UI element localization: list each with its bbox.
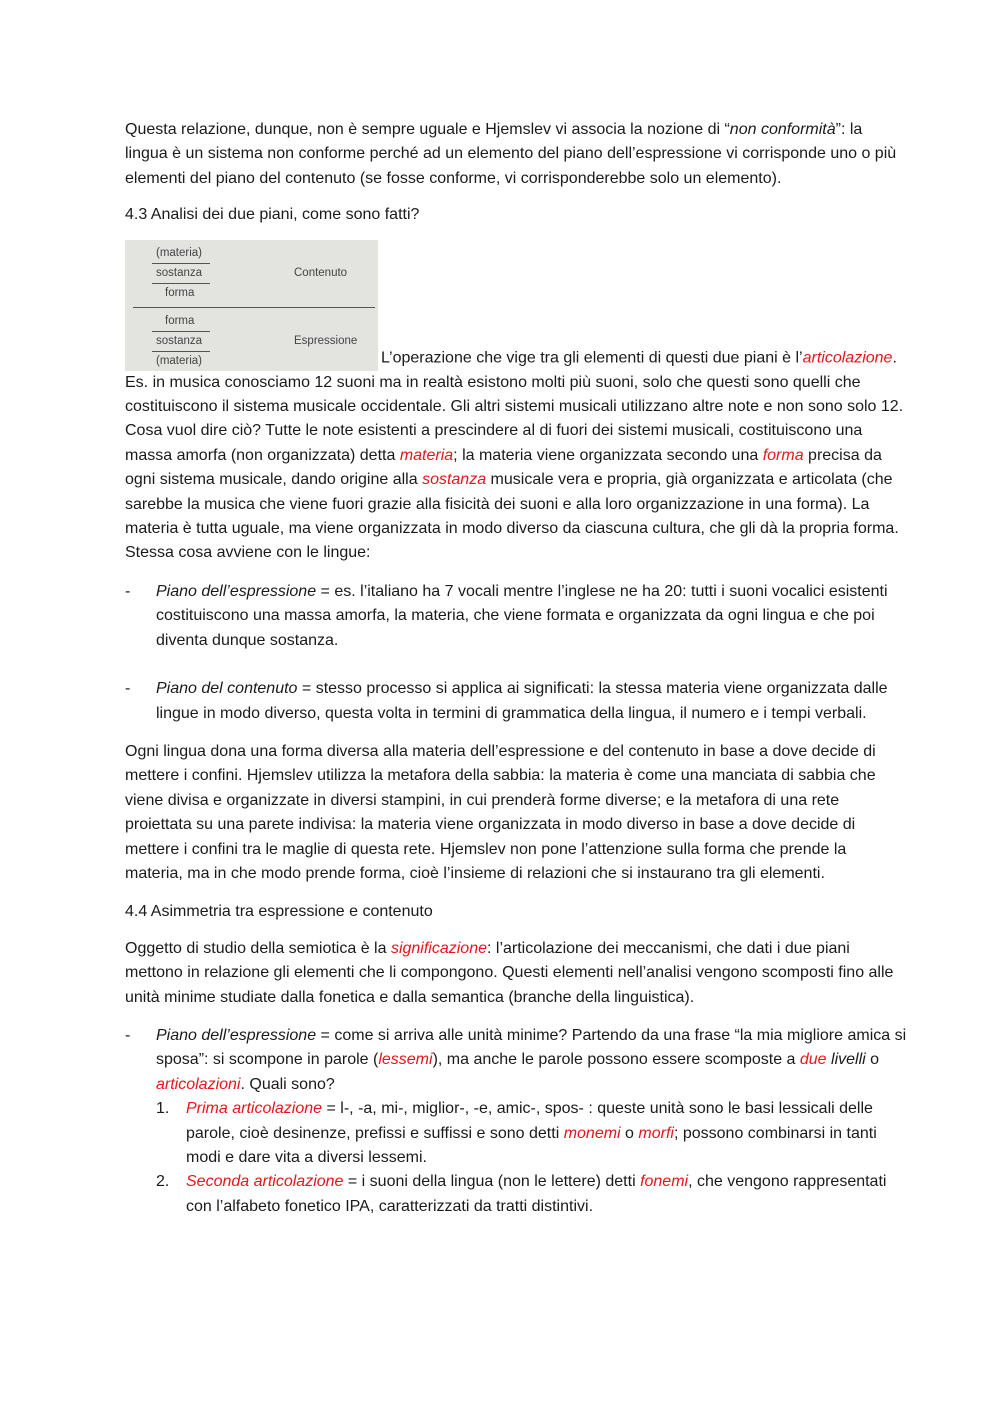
bullet-dash: - bbox=[125, 680, 131, 698]
numbered-item-prima-articolazione bbox=[156, 1097, 907, 1170]
diagram-label: sostanza bbox=[156, 266, 203, 279]
text-run: . Quali sono? bbox=[240, 1075, 335, 1093]
paragraph-non-conformita bbox=[125, 118, 907, 191]
document-body bbox=[125, 118, 907, 1219]
bullet-piano-contenuto bbox=[125, 677, 907, 726]
diagram-label: (materia) bbox=[156, 246, 203, 259]
text-run: o bbox=[865, 1051, 880, 1069]
highlight-term: fonemi bbox=[640, 1173, 689, 1191]
diagram-label-contenuto: Contenuto bbox=[294, 266, 348, 279]
highlight-term: due bbox=[799, 1051, 827, 1069]
section-heading-4-4: 4.4 Asimmetria tra espressione e contenuto bbox=[125, 903, 433, 921]
diagram-divider bbox=[133, 307, 375, 308]
highlight-term: articolazioni bbox=[156, 1075, 241, 1093]
bullet-piano-espressione-unita bbox=[125, 1024, 907, 1219]
paragraph-significazione bbox=[125, 937, 907, 1010]
italic-term: Piano del contenuto bbox=[156, 680, 298, 698]
highlight-term: articolazione bbox=[802, 349, 893, 367]
item-number: 2. bbox=[156, 1173, 170, 1191]
diagram-label: (materia) bbox=[156, 354, 203, 367]
text-run: : l’articolazione dei meccanismi, che dati i due piani mettono in relazione gli elementi che li compongono. Questi elementi nell’analisi vengono scomposti fino alle unità minime studiate dalla fonetica e dalla semantica (branche della linguistica). bbox=[125, 939, 894, 1006]
item-number: 1. bbox=[156, 1100, 170, 1118]
text-run: = come si arriva alle unità minime? Partendo da una frase “la mia migliore amica si sposa”: si scompone in parole ( bbox=[156, 1026, 907, 1069]
text-run: musicale vera e propria, già organizzata e articolata (che sarebbe la musica che viene fuori grazie alla fisicità dei suoni e alla loro organizzazione in una forma). La materia è tutta uguale, ma viene organizzata in modo diverso da ciascuna cultura, che gli dà la propria forma. Stessa cosa avviene con le lingue: bbox=[125, 471, 899, 562]
text-run: = i suoni della lingua (non le lettere) detti bbox=[343, 1173, 641, 1191]
diagram-line bbox=[152, 331, 210, 332]
bullet-dash: - bbox=[125, 582, 131, 600]
diagram-line bbox=[152, 283, 210, 284]
highlight-term: forma bbox=[762, 446, 804, 464]
text-run: Questa relazione, dunque, non è sempre uguale e Hjemslev vi associa la nozione di “ bbox=[125, 121, 730, 138]
text-run: = stesso processo si applica ai significati: la stessa materia viene organizzata dalle lingue in modo diverso, questa volta in termini di grammatica della lingua, il numero e i tempi verbali. bbox=[156, 680, 888, 722]
text-run: = l-, -a, mi-, miglior-, -e, amic-, spos- : queste unità sono le basi lessicali delle parole, cioè desinenze, prefissi e suffissi e sono detti bbox=[186, 1100, 873, 1142]
text-run: ; possono combinarsi in tanti modi e dare vita a diversi lessemi. bbox=[186, 1124, 877, 1166]
diagram-line bbox=[152, 351, 210, 352]
text-run: L’operazione che vige tra gli elementi di questi due piani è l’ bbox=[381, 349, 803, 367]
diagram-line bbox=[152, 263, 210, 264]
italic-term: Piano dell’espressione bbox=[156, 1026, 317, 1044]
text-run: = es. l’italiano ha 7 vocali mentre l’inglese ne ha 20: tutti i suoni vocalici esistenti costituiscono una massa amorfa, la materia, che viene formata e organizzata da ogni lingua e che poi diventa dunque sostanza. bbox=[156, 582, 888, 649]
text-run: . Es. in musica conosciamo 12 suoni ma in realtà esistono molti più suoni, solo che questi sono quelli che costituiscono il sistema musicale occidentale. Gli altri sistemi musicali utilizzano altre note e non sono solo 12. Cosa vuol dire ciò? Tutte le note esistenti a prescindere al di fuori dei sistemi musicali, costituiscono una massa amorfa (non organizzata) detta bbox=[125, 349, 904, 464]
highlight-term: Seconda articolazione bbox=[186, 1173, 344, 1191]
highlight-term: morfi bbox=[638, 1124, 674, 1142]
text-run: , che vengono rappresentati con l’alfabeto fonetico IPA, caratterizzati da tratti distintivi. bbox=[186, 1173, 887, 1215]
italic-term: Piano dell’espressione bbox=[156, 582, 317, 600]
paragraph-metafora: Ogni lingua dona una forma diversa alla materia dell’espressione e del contenuto in base a dove decide di mettere i confini. Hjemslev utilizza la metafora della sabbia: la materia è come una manciata di sabbia che viene divisa e organizzate in diversi stampini, in cui prenderà forme diverse; e la metafora di una rete proiettata su una parete indivisa: la materia viene organizzata in modo diverso in base a dove decide di mettere i confini tra le maglie di questa rete. Hjemslev non pone l’attenzione sulla forma che prende la materia, ma in che modo prende forma, cioè l’insieme di relazioni che si instaurano tra gli elementi. bbox=[125, 742, 876, 882]
diagram-label: sostanza bbox=[156, 334, 203, 347]
highlight-term: sostanza bbox=[422, 471, 487, 489]
diagram-label: forma bbox=[165, 314, 195, 327]
text-run: ”: la lingua è un sistema non conforme perché ad un elemento del piano dell’espressione vi corrisponde uno o più elementi del piano del contenuto (se fosse conforme, vi corrisponderebbe solo un elemento). bbox=[125, 121, 897, 187]
text-run: ), ma anche le parole possono essere scomposte a bbox=[432, 1051, 800, 1069]
text-run: o bbox=[620, 1124, 639, 1142]
text-run: ; la materia viene organizzata secondo una bbox=[453, 446, 763, 464]
text-run: Oggetto di studio della semiotica è la bbox=[125, 939, 391, 957]
italic-term: non conformità bbox=[729, 121, 836, 138]
diagram-label-espressione: Espressione bbox=[294, 334, 358, 347]
highlight-term: monemi bbox=[563, 1124, 621, 1142]
paragraph-articolazione bbox=[125, 240, 907, 566]
numbered-item-seconda-articolazione bbox=[156, 1170, 907, 1219]
bullet-piano-espressione bbox=[125, 580, 907, 653]
text-run: precisa da ogni sistema musicale, dando origine alla bbox=[125, 446, 882, 489]
highlight-term: significazione bbox=[390, 939, 487, 957]
bullet-dash: - bbox=[125, 1026, 131, 1044]
section-heading-4-3: 4.3 Analisi dei due piani, come sono fatti? bbox=[125, 206, 420, 224]
highlight-term: lessemi bbox=[378, 1051, 433, 1069]
highlight-term: materia bbox=[399, 446, 454, 464]
planes-diagram-image bbox=[125, 240, 378, 371]
highlight-term: Prima articolazione bbox=[186, 1100, 323, 1118]
diagram-label: forma bbox=[165, 286, 195, 299]
italic-term: livelli bbox=[831, 1051, 866, 1069]
